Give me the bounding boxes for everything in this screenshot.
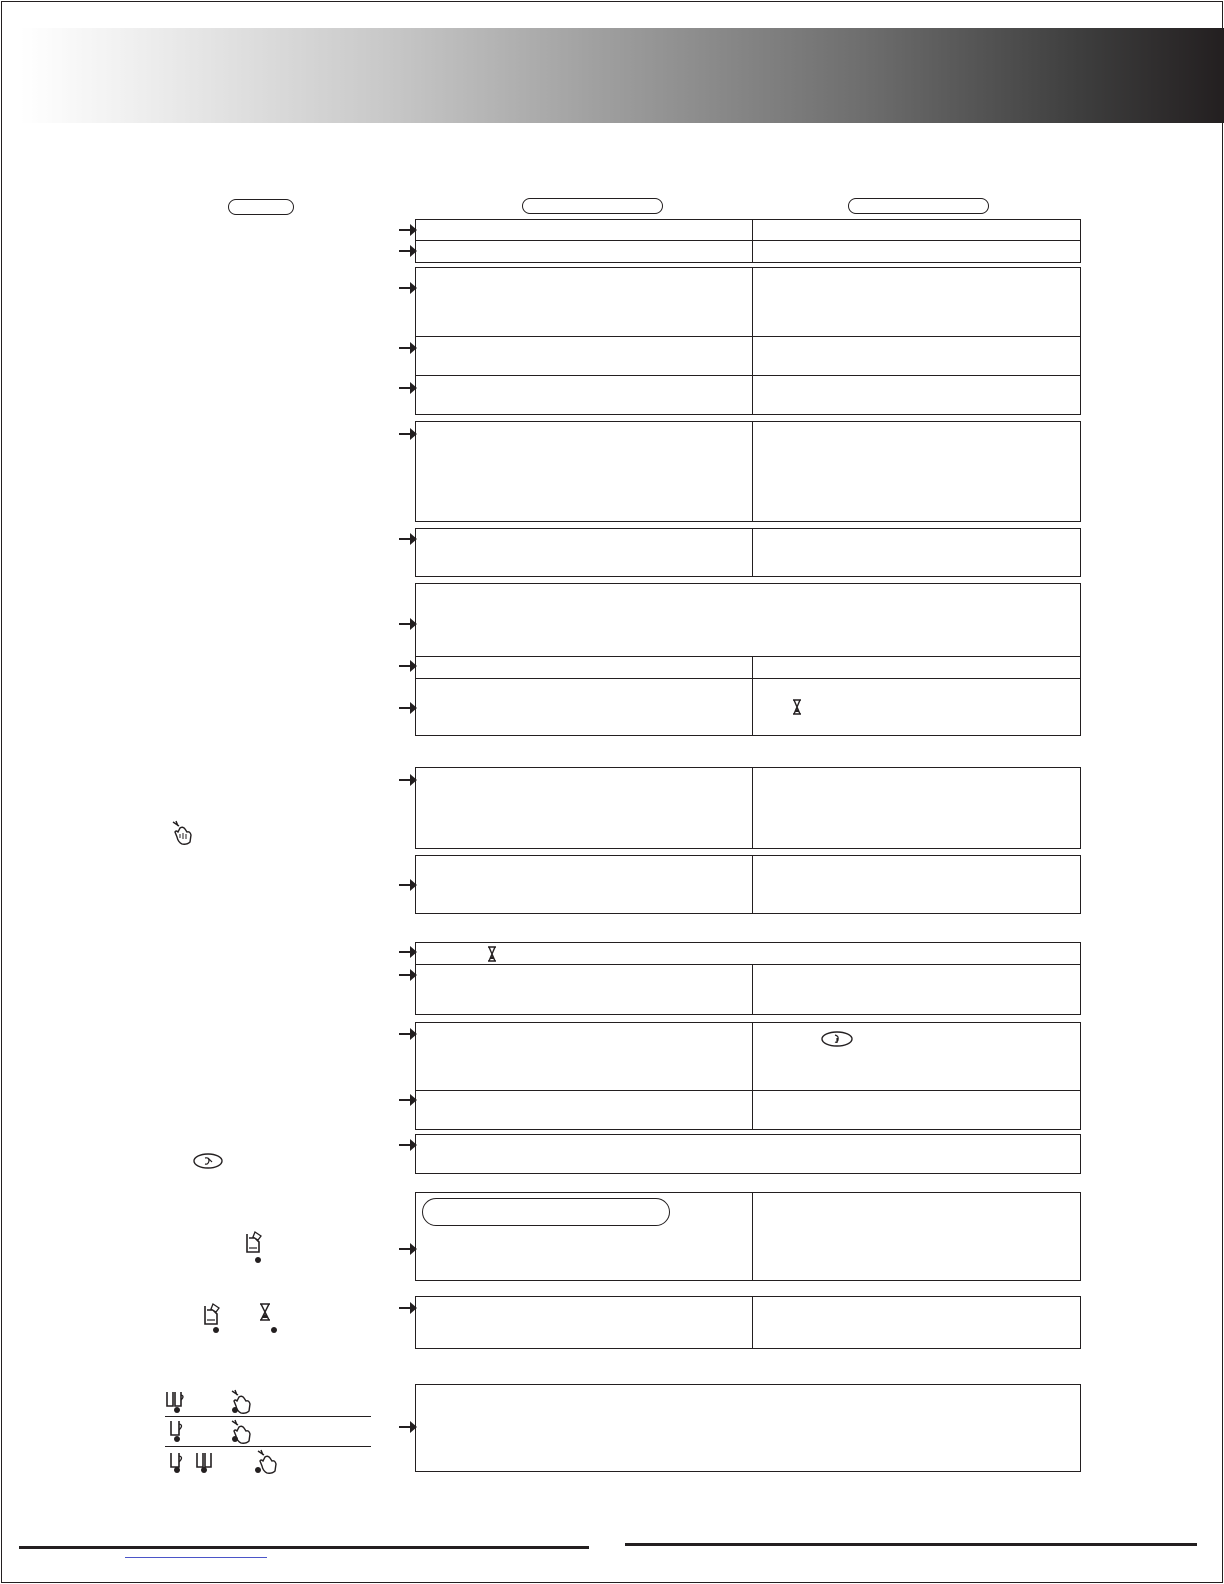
footer-rule-right xyxy=(625,1543,1197,1546)
arrow-icon xyxy=(399,1027,417,1041)
indicator-dot xyxy=(201,1467,207,1473)
arrow-icon xyxy=(399,341,417,355)
indicator-dot xyxy=(232,1407,238,1413)
arrow-icon xyxy=(399,1242,417,1256)
arrow-icon xyxy=(399,1093,417,1107)
table-row-10 xyxy=(415,1134,1081,1174)
arrow-icon xyxy=(399,701,417,715)
hourglass-icon xyxy=(792,699,802,715)
footer-link-underline[interactable] xyxy=(125,1557,267,1558)
arrow-icon xyxy=(399,1420,417,1434)
table-row-11-pill xyxy=(422,1198,670,1226)
hourglass-icon xyxy=(259,1303,271,1321)
arrow-icon xyxy=(399,1301,417,1315)
arrow-icon xyxy=(399,945,417,959)
indicator-dot xyxy=(232,1436,238,1442)
table-row-13 xyxy=(415,1384,1081,1472)
arrow-icon xyxy=(399,223,417,237)
double-cup-icon xyxy=(166,1390,186,1408)
table-row-7 xyxy=(415,855,1081,914)
arrow-icon xyxy=(399,532,417,546)
table-row-4 xyxy=(415,528,1081,577)
hourglass-icon xyxy=(487,946,497,962)
pitcher-icon xyxy=(243,1230,265,1254)
indicator-dot xyxy=(255,1467,261,1473)
arrow-icon xyxy=(399,617,417,631)
header-band xyxy=(20,28,1224,123)
arrow-icon xyxy=(399,1138,417,1152)
indicator-dot xyxy=(174,1407,180,1413)
table-row-1 xyxy=(415,219,1081,263)
hand-pointer-icon xyxy=(171,820,193,846)
arrow-icon xyxy=(399,968,417,982)
double-cup-icon xyxy=(196,1451,216,1469)
arrow-icon xyxy=(399,427,417,441)
pitcher-icon xyxy=(201,1302,223,1326)
arrow-icon xyxy=(399,244,417,258)
table-row-12 xyxy=(415,1296,1081,1349)
indicator-dot xyxy=(174,1467,180,1473)
arrow-icon xyxy=(399,773,417,787)
column-header-middle xyxy=(522,198,663,214)
icon-table-separator xyxy=(165,1416,371,1417)
circle-symbol-icon xyxy=(821,1031,853,1047)
table-row-3 xyxy=(415,421,1081,522)
table-row-9 xyxy=(415,1022,1081,1130)
arrow-icon xyxy=(399,281,417,295)
indicator-dot xyxy=(174,1436,180,1442)
footer-rule-left xyxy=(19,1546,589,1549)
arrow-icon xyxy=(399,659,417,673)
table-row-6 xyxy=(415,767,1081,849)
table-row-2 xyxy=(415,267,1081,415)
icon-table-separator xyxy=(165,1446,371,1447)
indicator-dot xyxy=(255,1257,261,1263)
circle-symbol-icon xyxy=(193,1153,223,1169)
indicator-dot xyxy=(213,1327,219,1333)
single-cup-icon xyxy=(170,1419,186,1437)
table-row-5 xyxy=(415,583,1081,736)
arrow-icon xyxy=(399,878,417,892)
column-header-right xyxy=(848,198,989,214)
column-header-left xyxy=(228,199,294,215)
arrow-icon xyxy=(399,381,417,395)
table-row-8 xyxy=(415,942,1081,1015)
indicator-dot xyxy=(271,1327,277,1333)
